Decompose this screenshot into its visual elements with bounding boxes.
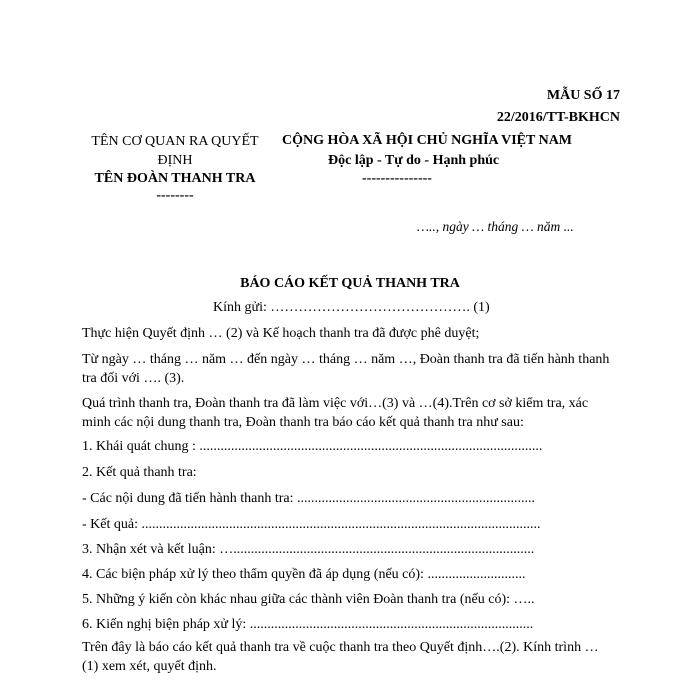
section-comments-conclusions: 3. Nhận xét và kết luận: …...................................................................................... [82,542,535,557]
date-line: ….., ngày … tháng … năm ... [417,219,574,234]
recipient-line: Kính gửi: ……………………………………. (1) [213,300,490,315]
section-general-overview: 1. Khái quát chung : .................................................................................................. [82,439,543,454]
item-inspected-contents: - Các nội dung đã tiến hành thanh tra: .................................................................... [82,491,535,506]
item-results: - Kết quả: .................................................................................................................. [82,517,541,532]
team-separator: -------- [156,188,194,203]
nation-separator: --------------- [362,171,432,186]
report-title: BÁO CÁO KẾT QUẢ THANH TRA [240,276,460,291]
national-motto: Độc lập - Tự do - Hạnh phúc [328,153,500,168]
section-differing-opinions: 5. Những ý kiến còn khác nhau giữa các thành viên Đoàn thanh tra (nếu có): ….. [82,592,535,607]
paragraph-period: Từ ngày … tháng … năm … đến ngày … tháng … năm …, Đoàn thanh tra đã tiến hành thanh tra đối với …. (3). [82,352,610,386]
paragraph-closing: Trên đây là báo cáo kết quả thanh tra về cuộc thanh tra theo Quyết định….(2). Kính trình … (1) xem xét, quyết định. [82,640,599,674]
nation-name: CỘNG HÒA XÃ HỘI CHỦ NGHĨA VIỆT NAM [282,133,573,148]
inspection-team-name: TÊN ĐOÀN THANH TRA [94,171,256,186]
paragraph-decision: Thực hiện Quyết định … (2) và Kế hoạch thanh tra đã được phê duyệt; [82,326,480,341]
form-number: MẪU SỐ 17 [546,88,620,103]
section-recommendations: 6. Kiến nghị biện pháp xử lý: ................................................................................. [82,617,534,632]
agency-name: TÊN CƠ QUAN RA QUYẾT ĐỊNH [91,134,259,168]
circular-number: 22/2016/TT-BKHCN [496,110,620,125]
section-inspection-results: 2. Kết quả thanh tra: [82,465,197,480]
paragraph-process: Quá trình thanh tra, Đoàn thanh tra đã làm việc với…(3) và …(4).Trên cơ sở kiểm tra, xác minh các nội dung thanh tra, Đoàn thanh tra báo cáo kết quả thanh tra như sau: [82,396,589,430]
section-measures-applied: 4. Các biện pháp xử lý theo thẩm quyền đã áp dụng (nếu có): ............................ [82,567,526,582]
